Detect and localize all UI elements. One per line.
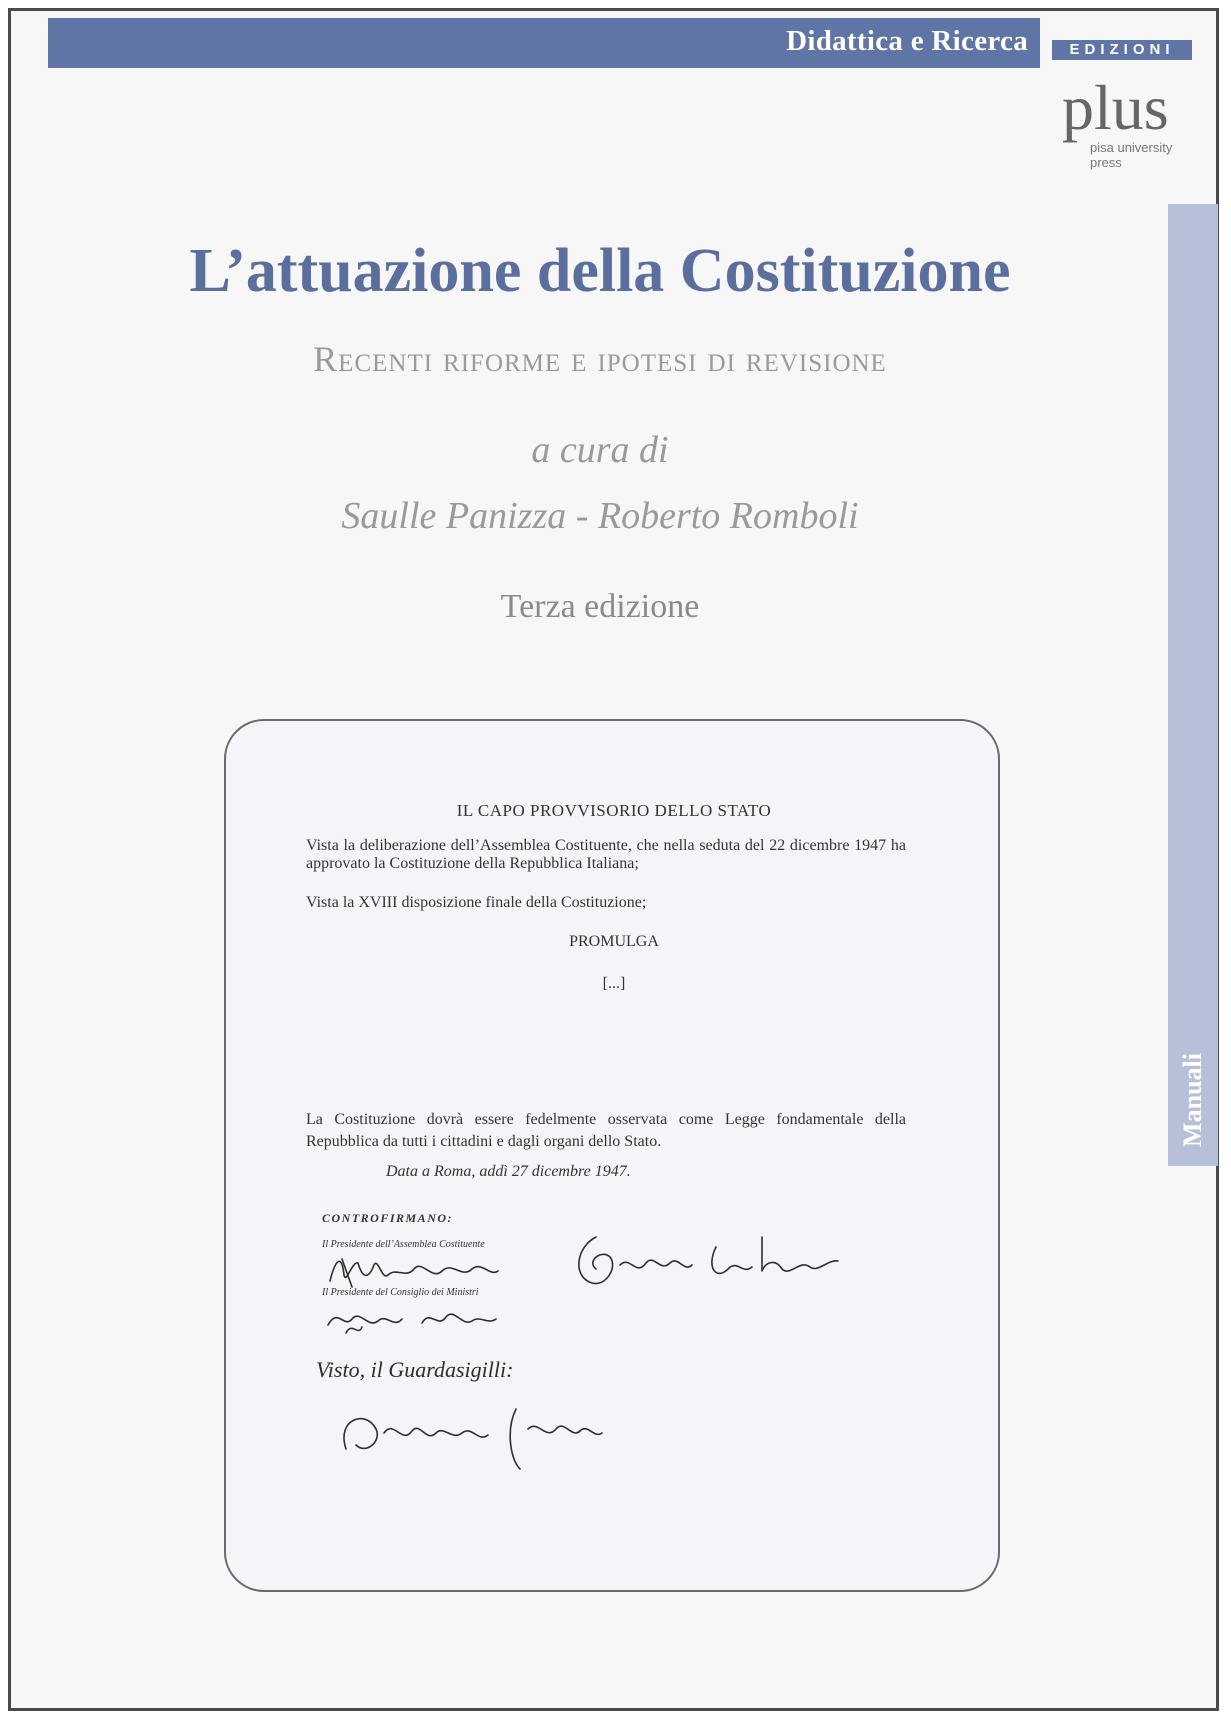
document-role-council-president: Il Presidente del Consiglio dei Ministri bbox=[322, 1287, 479, 1298]
document-ellipsis: [...] bbox=[602, 975, 626, 992]
constitution-document bbox=[224, 719, 1000, 1592]
side-band bbox=[1168, 204, 1218, 1166]
document-paragraph-1: Vista la deliberazione dell’Assemblea Costituente, che nella seduta del 22 dicembre 1947 ha approvato la Costituzione della Repubblica Italiana; bbox=[306, 837, 906, 872]
document-heading: IL CAPO PROVVISORIO DELLO STATO bbox=[456, 801, 772, 820]
series-banner bbox=[48, 18, 1040, 68]
edizioni-label: EDIZIONI bbox=[1052, 40, 1192, 60]
side-series-label bbox=[1168, 1040, 1218, 1160]
publisher-name bbox=[1090, 140, 1172, 170]
document-paragraph-3: La Costituzione dovrà essere fedelmente osservata come Legge fondamentale della Repubblica da tutti i cittadini e dagli organi dello Stato. bbox=[306, 1111, 906, 1150]
signature-de-gasperi bbox=[322, 1299, 522, 1339]
plus-logo-word: plus bbox=[1062, 72, 1169, 143]
signature-grassi bbox=[306, 1349, 686, 1479]
guardasigilli-label: Visto, il Guardasigilli: bbox=[316, 1357, 514, 1382]
document-role-assembly-president: Il Presidente dell’Assemblea Costituente bbox=[322, 1239, 485, 1250]
series-name: Didattica e Ricerca bbox=[786, 25, 1028, 57]
signature-de-nicola bbox=[566, 1207, 856, 1297]
document-paragraph-2: Vista la XVIII disposizione finale della Costituzione; bbox=[306, 894, 647, 911]
document-promulga: PROMULGA bbox=[569, 933, 659, 950]
curators: Saulle Panizza - Roberto Romboli bbox=[341, 495, 859, 537]
document-date: Data a Roma, addì 27 dicembre 1947. bbox=[386, 1163, 631, 1180]
book-subtitle: Recenti riforme e ipotesi di revisione bbox=[313, 339, 887, 379]
publisher-logo bbox=[1062, 70, 1202, 180]
book-title: L’attuazione della Costituzione bbox=[189, 237, 1011, 305]
document-controfirmano: CONTROFIRMANO: bbox=[322, 1211, 454, 1225]
publisher-name-line1: pisa university bbox=[1090, 140, 1173, 155]
curator-intro: a cura di bbox=[531, 429, 669, 471]
side-label-text: Manuali bbox=[1178, 1053, 1208, 1147]
edition-label: Terza edizione bbox=[500, 588, 700, 625]
signature-terracini bbox=[322, 1251, 542, 1291]
publisher-name-line2: press bbox=[1090, 155, 1122, 170]
